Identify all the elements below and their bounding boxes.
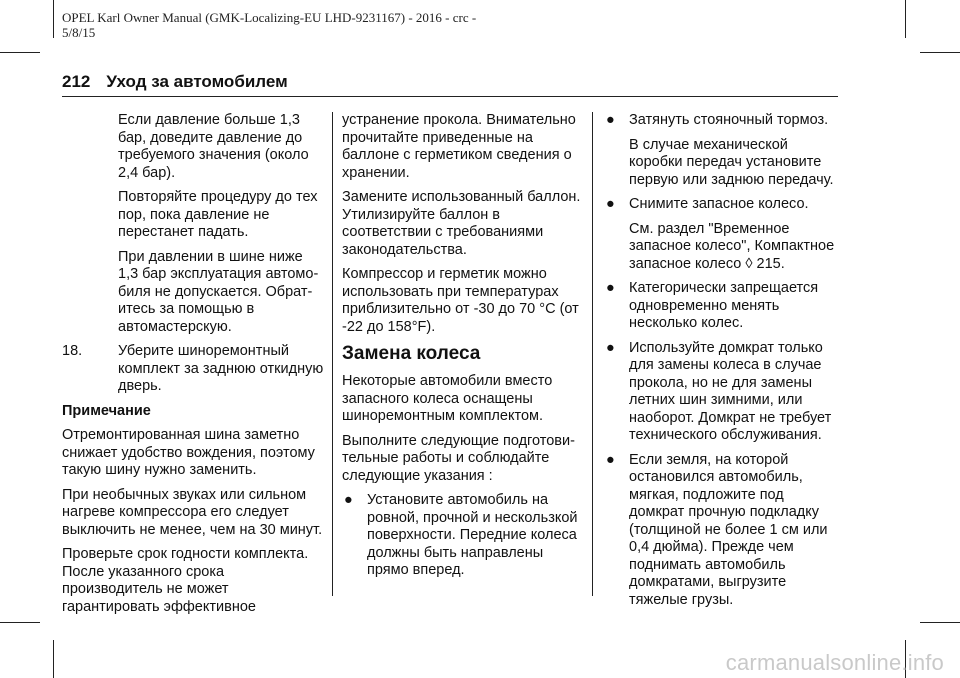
paragraph: Компрессор и герметик можно использовать при температурах приблизительно от -30 до 70 °C (от -22 до 158°F). bbox=[342, 266, 579, 335]
column-divider bbox=[332, 112, 333, 596]
step-18 bbox=[62, 343, 324, 396]
column-2 bbox=[342, 112, 582, 587]
print-header-date: 5/8/15 bbox=[62, 25, 96, 40]
bullet-text: Затянуть стояночный тормоз. bbox=[629, 112, 829, 128]
paragraph: устранение прокола. Внимательно прочитайте приведенные на баллоне с герметиком сведения о хранении. bbox=[342, 112, 576, 181]
bullet-text: Установите автомобиль на ровной, прочной и нескользкой поверхности. Передние колеса должны быть направлены прямо вперед. bbox=[367, 492, 578, 578]
paragraph: Замените использованный баллон. Утилизируйте баллон в соответствии с требованиями законодательства. bbox=[342, 189, 581, 258]
bullet-item bbox=[604, 340, 840, 445]
bullet-text: Снимите запасное колесо. bbox=[629, 196, 809, 212]
bullet-item bbox=[604, 280, 840, 333]
bullet-subparagraph: В случае механической коробки передач установите первую или заднюю передачу. bbox=[629, 136, 834, 188]
bullet-item bbox=[604, 452, 840, 610]
bullet-text: Если земля, на которой остановился автомобиль, мягкая, подложите под домкрат прочную подкладку (толщиной не более 1 см или 0,4 дюйма). Прежде чем поднимать автомобиль домкратами, выгрузите тяжелые грузы. bbox=[629, 451, 828, 608]
paragraph: Некоторые автомобили вместо запасного колеса оснащены шиноремонтным комплектом. bbox=[342, 373, 553, 424]
paragraph: При давлении в шине ниже 1,3 бар эксплуатация автомо-биля не допускается. Обрат-итесь за помощью в автомастерскую. bbox=[118, 248, 319, 335]
paragraph: Если давление больше 1,3 бар, доведите давление до требуемого значения (около 2,4 бар). bbox=[118, 112, 309, 181]
crop-mark bbox=[905, 0, 906, 38]
bullet-icon: ● bbox=[344, 492, 353, 508]
page-reference-link[interactable]: 215. bbox=[756, 255, 785, 272]
note-paragraph: Проверьте срок годности комплекта. После указанного срока производитель не может гарантировать эффективное bbox=[62, 546, 309, 615]
bullet-text: Используйте домкрат только для замены колеса в случае прокола, но не для замены летних шин зимними, или наоборот. Домкрат не требует технического обслуживания. bbox=[629, 339, 832, 443]
bullet-icon: ● bbox=[606, 280, 615, 296]
section-heading: Замена колеса bbox=[342, 343, 481, 364]
step-text: Уберите шиноремонтный комплект за заднюю откидную дверь. bbox=[118, 343, 324, 394]
print-header-line: OPEL Karl Owner Manual (GMK-Localizing-EU LHD-9231167) - 2016 - crc - bbox=[62, 10, 477, 25]
crop-mark bbox=[920, 622, 960, 623]
bullet-icon: ● bbox=[606, 196, 615, 212]
page-number: 212 bbox=[62, 72, 91, 91]
crop-mark bbox=[53, 640, 54, 678]
step-number: 18. bbox=[62, 343, 83, 359]
bullet-icon: ● bbox=[606, 112, 615, 128]
page-heading bbox=[62, 72, 288, 92]
bullet-icon: ● bbox=[606, 339, 615, 356]
crop-mark bbox=[0, 52, 40, 53]
bullet-text: Категорически запрещается одновременно менять несколько колес. bbox=[629, 280, 819, 331]
header-rule bbox=[62, 96, 838, 97]
column-divider bbox=[592, 112, 593, 596]
bullet-item bbox=[342, 492, 582, 580]
bullet-item bbox=[604, 196, 840, 214]
crop-mark bbox=[0, 622, 40, 623]
watermark: carmanualsonline.info bbox=[725, 650, 944, 675]
crop-mark bbox=[53, 0, 54, 38]
cross-reference-text: См. раздел "Временное запасное колесо", Компактное запасное колесо bbox=[629, 220, 835, 272]
crop-mark bbox=[920, 52, 960, 53]
bullet-subparagraph bbox=[604, 221, 840, 274]
column-3 bbox=[604, 112, 840, 616]
note-heading: Примечание bbox=[62, 402, 151, 419]
column-1 bbox=[62, 112, 324, 623]
paragraph: Выполните следующие подготови-тельные работы и соблюдайте следующие указания : bbox=[342, 432, 575, 484]
bullet-item bbox=[604, 112, 840, 130]
bullet-icon: ● bbox=[606, 451, 615, 468]
paragraph: Повторяйте процедуру до тех пор, пока давление не перестанет падать. bbox=[118, 189, 318, 240]
print-header bbox=[62, 10, 522, 40]
note-paragraph: При необычных звуках или сильном нагреве компрессора его следует выключить не менее, чем на 30 минут. bbox=[62, 486, 323, 538]
note-paragraph: Отремонтированная шина заметно снижает удобство вождения, поэтому такую шину нужно заменить. bbox=[62, 427, 315, 478]
page-reference-icon: ◊ bbox=[745, 255, 753, 272]
page-title: Уход за автомобилем bbox=[106, 72, 288, 91]
